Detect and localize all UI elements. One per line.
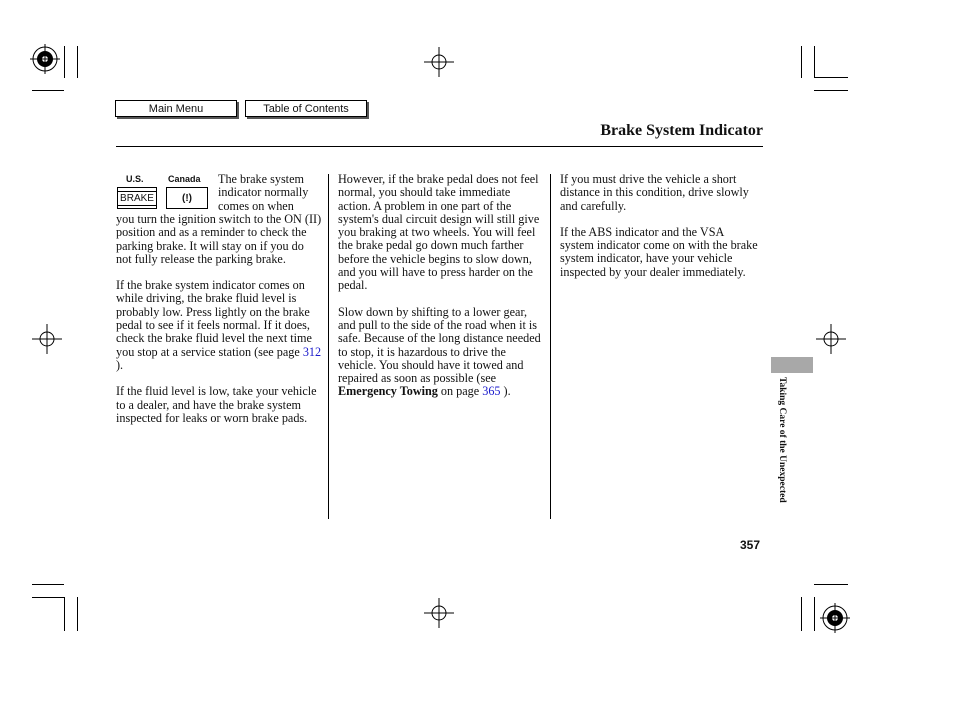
section-side-label: Taking Care of the Unexpected: [777, 377, 787, 503]
column2-paragraph-1: However, if the brake pedal does not feel normal, you should take immediate action. A problem in one part of the system's dual circuit design will still give you braking at two wheels. You will feel the brake pedal go down much farther before the vehicle begins to slow down, and you will have to press harder on the pedal.: [338, 172, 540, 293]
emergency-towing-term: Emergency Towing: [338, 384, 438, 399]
page-title: Brake System Indicator: [600, 122, 763, 139]
column2-paragraph-2: [338, 306, 542, 399]
title-rule: [116, 146, 763, 147]
column1-intro-text: The brake system indicator normally comes on when: [218, 172, 309, 213]
canada-indicator-text: (!): [182, 192, 192, 204]
column1-paragraph-1: you turn the ignition switch to the ON (II) position and as a reminder to check the parking brake. It will stay on if you do not fully release the parking brake.: [116, 212, 322, 266]
column1-paragraph-2: [116, 279, 322, 372]
canada-brake-indicator-icon: [166, 187, 208, 209]
column-2: [338, 173, 542, 412]
column2-p2-mid: on page: [440, 384, 480, 399]
canada-label: Canada: [168, 174, 201, 184]
registration-target-icon: [30, 44, 60, 74]
registration-target-icon: [820, 603, 850, 633]
column1-p2-text: If the brake system indicator comes on while driving, the brake fluid level is probably low. Press lightly on the brake pedal to see if it feels normal. If it does, check the brake fluid level the next time you stop at a service station (see page: [116, 278, 312, 359]
page-number: 357: [740, 538, 761, 552]
column3-paragraph-2: If the ABS indicator and the VSA system indicator come on with the brake system indicator, have your vehicle inspected by your dealer immediately.: [560, 224, 758, 279]
page-365-link[interactable]: 365: [482, 384, 501, 399]
column1-intro: [218, 173, 322, 213]
column-1: [116, 213, 322, 438]
table-of-contents-button[interactable]: Table of Contents: [245, 100, 367, 117]
column-3: [560, 173, 760, 292]
column-divider: [550, 174, 551, 519]
us-label: U.S.: [126, 174, 144, 184]
column-divider: [328, 174, 329, 519]
column1-p2-end: ).: [116, 357, 124, 372]
brake-indicator-text: BRAKE: [117, 191, 157, 206]
column1-paragraph-3: If the fluid level is low, take your vehicle to a dealer, and have the brake system inspected for leaks or worn brake pads.: [116, 384, 317, 425]
crosshair-icon: [816, 324, 846, 354]
column3-paragraph-1: If you must drive the vehicle a short distance in this condition, drive slowly and carefully.: [560, 172, 749, 213]
crosshair-icon: [424, 47, 454, 77]
brake-indicator-icon: [117, 187, 157, 209]
page-312-link[interactable]: 312: [302, 344, 322, 359]
crosshair-icon: [424, 598, 454, 628]
crosshair-icon: [32, 324, 62, 354]
section-tab: [771, 357, 813, 373]
main-menu-button[interactable]: Main Menu: [115, 100, 237, 117]
column2-p2-text: Slow down by shifting to a lower gear, and pull to the side of the road when it is safe. Because of the long distance needed to stop, it is hazardous to drive the vehicle. You should have it towed and repaired as soon as possible (see: [338, 304, 541, 386]
column2-p2-end: ).: [503, 384, 511, 399]
